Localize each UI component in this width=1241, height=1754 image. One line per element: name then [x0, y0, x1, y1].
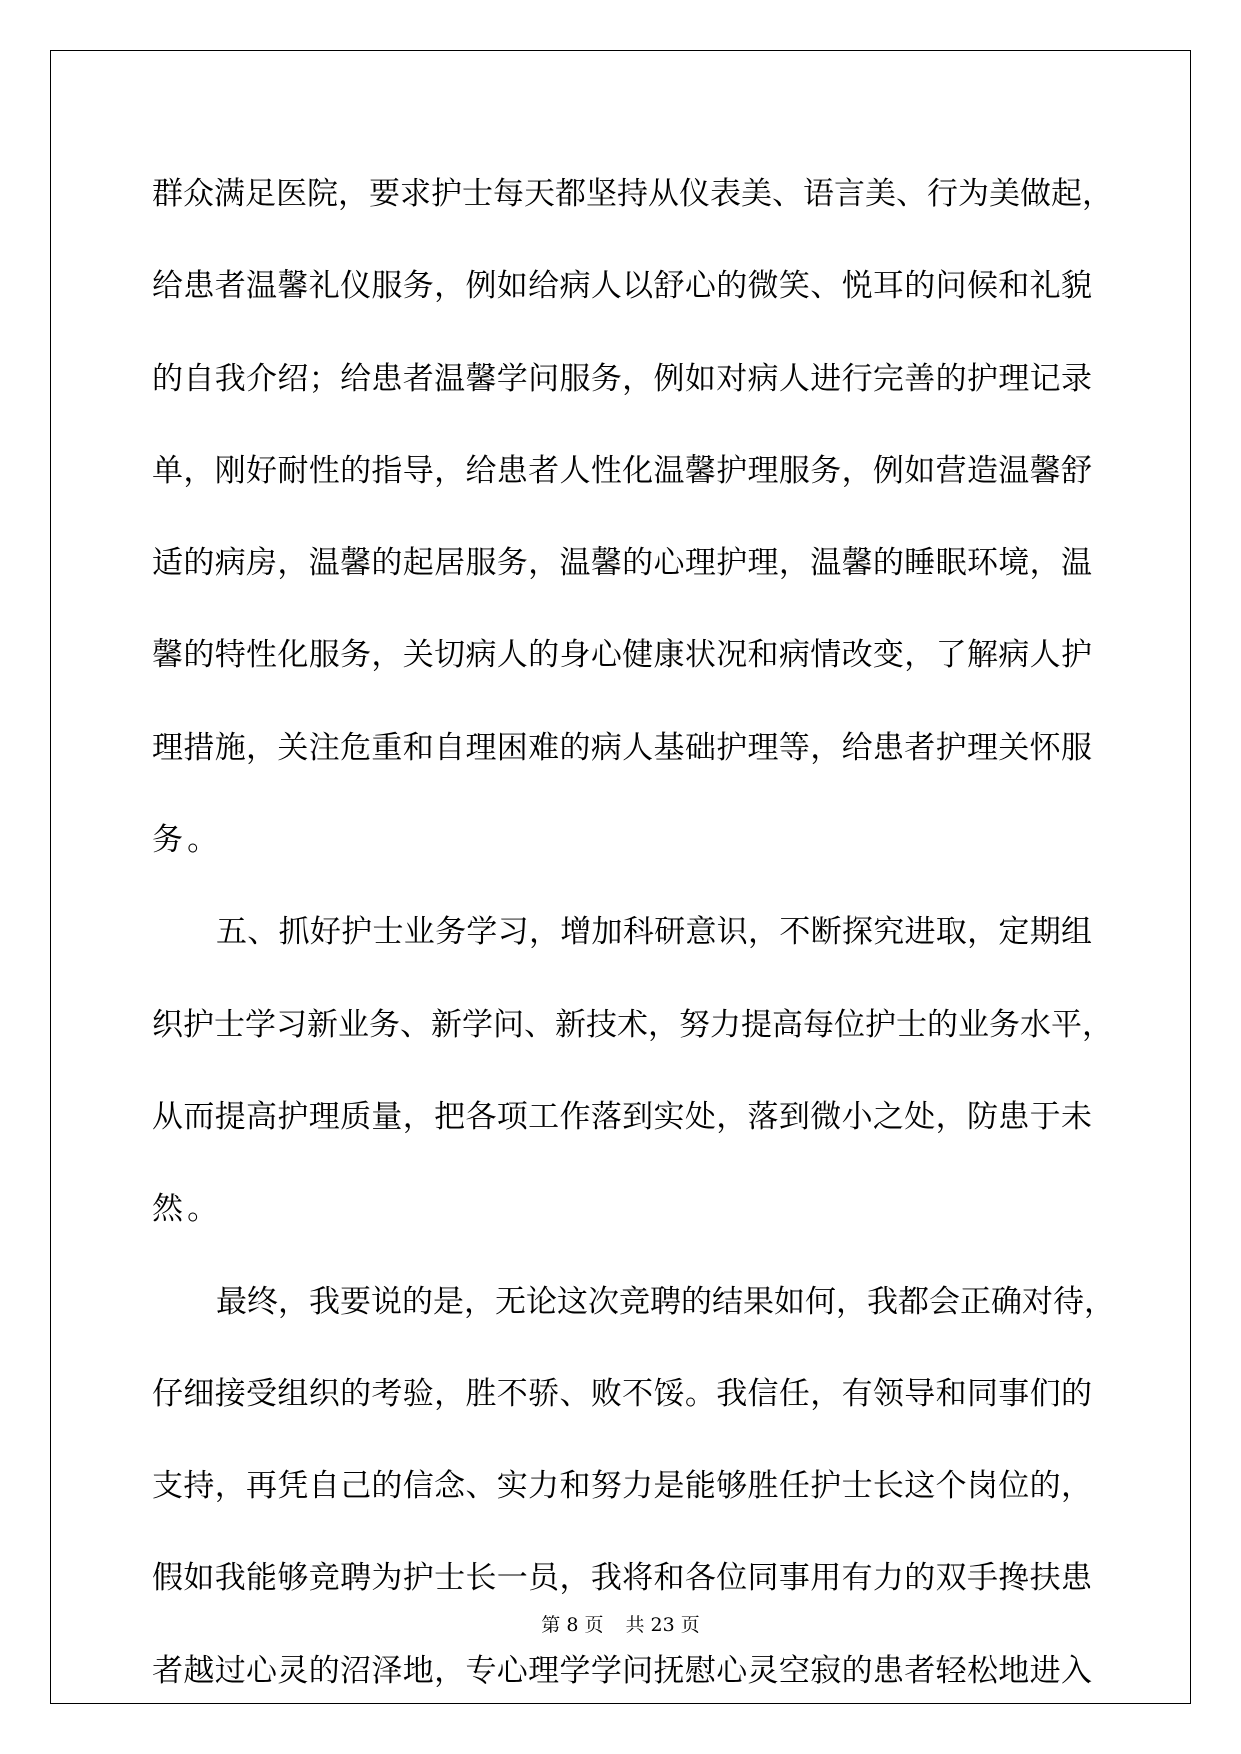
text-line: 的自我介绍；给患者温馨学问服务，例如对病人进行完善的护理记录	[152, 360, 1092, 397]
text-line: 织护士学习新业务、新学问、新技术，努力提高每位护士的业务水平，	[152, 1006, 1113, 1043]
text-line: 仔细接受组织的考验，胜不骄、败不馁。我信任，有领导和同事们的	[152, 1375, 1092, 1412]
page-footer	[0, 1610, 1241, 1637]
paragraph-start-line: 五、抓好护士业务学习，增加科研意识，不断探究进取，定期组	[216, 914, 1092, 951]
text-line: 群众满足医院，要求护士每天都坚持从仪表美、语言美、行为美做起，	[152, 176, 1113, 212]
text-line: 从而提高护理质量，把各项工作落到实处，落到微小之处，防患于未	[152, 1098, 1092, 1135]
text-line: 假如我能够竞聘为护士长一员，我将和各位同事用有力的双手搀扶患	[152, 1560, 1092, 1597]
text-line: 给患者温馨礼仪服务，例如给病人以舒心的微笑、悦耳的问候和礼貌	[152, 268, 1092, 305]
text-line: 馨的特性化服务，关切病人的身心健康状况和病情改变，了解病人护	[152, 637, 1092, 674]
text-line: 务。	[152, 822, 223, 859]
text-line: 支持，再凭自己的信念、实力和努力是能够胜任护士长这个岗位的，	[152, 1468, 1092, 1505]
text-line: 理措施，关注危重和自理困难的病人基础护理等，给患者护理关怀服	[152, 729, 1092, 766]
text-line: 适的病房，温馨的起居服务，温馨的心理护理，温馨的睡眠环境，温	[152, 545, 1092, 582]
total-pages: 共 23 页	[625, 1614, 700, 1636]
text-line: 者越过心灵的沼泽地，专心理学学问抚慰心灵空寂的患者轻松地进入	[152, 1652, 1092, 1689]
text-line: 然。	[152, 1191, 223, 1228]
paragraph-start-line: 最终，我要说的是，无论这次竞聘的结果如何，我都会正确对待，	[216, 1283, 1115, 1320]
body-text	[152, 148, 1115, 1717]
page-number: 第 8 页	[541, 1614, 604, 1636]
text-line: 单，刚好耐性的指导，给患者人性化温馨护理服务，例如营造温馨舒	[152, 452, 1092, 489]
